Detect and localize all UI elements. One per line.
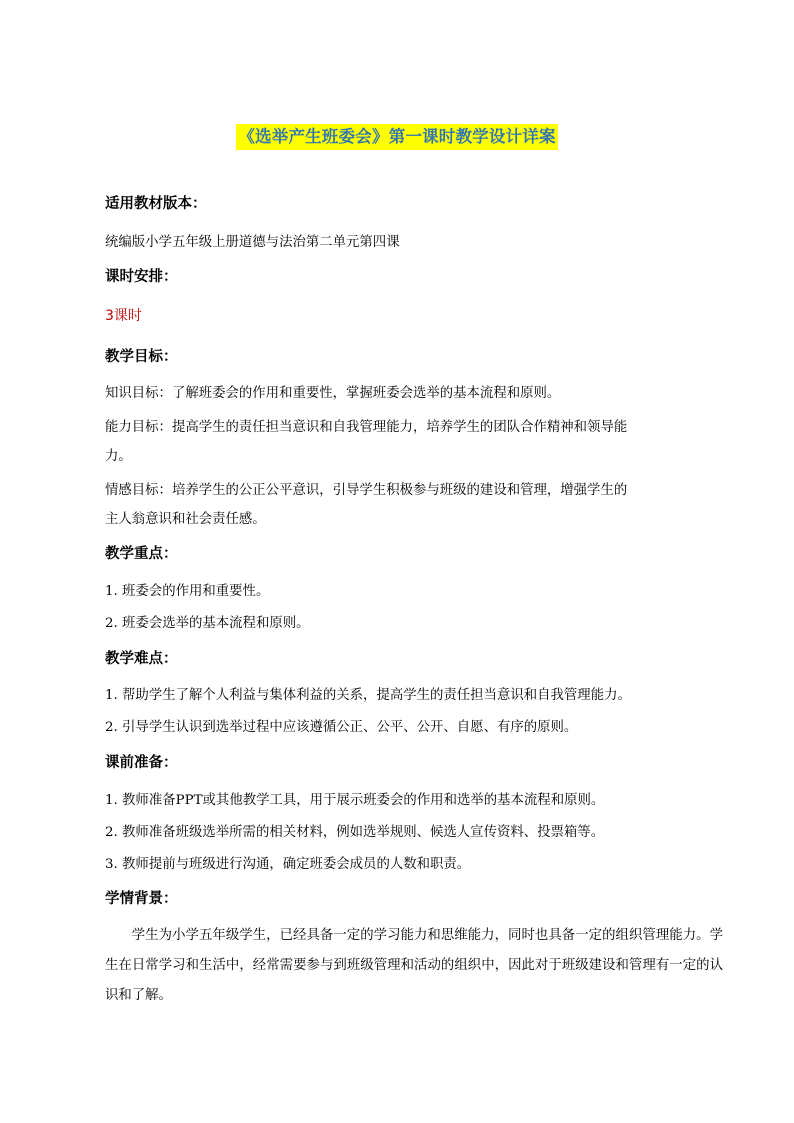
- objective-emotion-line2: 主人翁意识和社会责任感。: [105, 512, 266, 527]
- background-paragraph: 学生为小学五年级学生，已经具备一定的学习能力和思维能力，同时也具备一定的组织管理能力。学生在日常学习和生活中，经常需要参与到班级管理和活动的组织中，因此对于班级建设和管理有一定的认识和了解。: [105, 928, 723, 1003]
- schedule-heading: 课时安排：: [105, 269, 178, 285]
- objective-ability-line1: 能力目标：提高学生的责任担当意识和自我管理能力，培养学生的团队合作精神和领导能: [105, 420, 628, 435]
- difficulty-item: 1. 帮助学生了解个人利益与集体利益的关系，提高学生的责任担当意识和自我管理能力。: [105, 688, 631, 703]
- key-points-heading: 教学重点：: [105, 546, 178, 562]
- preparation-heading: 课前准备：: [105, 755, 178, 771]
- title-wrapper: [0, 124, 794, 150]
- key-point-item: 2. 班委会选举的基本流程和原则。: [105, 616, 310, 631]
- difficulty-item: 2. 引导学生认识到选举过程中应该遵循公正、公平、公开、自愿、有序的原则。: [105, 720, 578, 735]
- background-heading: 学情背景：: [105, 891, 178, 907]
- objectives-heading: 教学目标：: [105, 349, 178, 365]
- objective-emotion-line1: 情感目标：培养学生的公正公平意识，引导学生积极参与班级的建设和管理，增强学生的: [105, 483, 628, 498]
- textbook-value: 统编版小学五年级上册道德与法治第二单元第四课: [105, 235, 400, 250]
- preparation-item: 3. 教师提前与班级进行沟通，确定班委会成员的人数和职责。: [105, 857, 471, 872]
- objective-knowledge: 知识目标：了解班委会的作用和重要性，掌握班委会选举的基本流程和原则。: [105, 386, 561, 401]
- schedule-value: 3课时: [105, 308, 142, 324]
- key-point-item: 1. 班委会的作用和重要性。: [105, 584, 270, 599]
- document-title: 《选举产生班委会》第一课时教学设计详案: [236, 124, 557, 150]
- preparation-item: 1. 教师准备PPT或其他教学工具，用于展示班委会的作用和选举的基本流程和原则。: [105, 793, 605, 808]
- textbook-heading: 适用教材版本：: [105, 196, 207, 212]
- difficulties-heading: 教学难点：: [105, 651, 178, 667]
- objective-ability-line2: 力。: [105, 449, 132, 464]
- preparation-item: 2. 教师准备班级选举所需的相关材料，例如选举规则、候选人宣传资料、投票箱等。: [105, 825, 605, 840]
